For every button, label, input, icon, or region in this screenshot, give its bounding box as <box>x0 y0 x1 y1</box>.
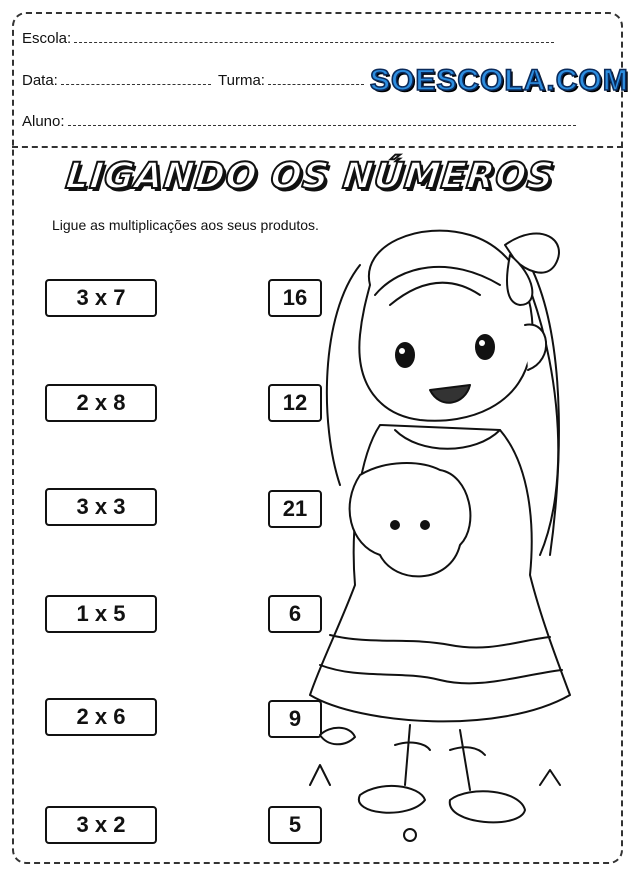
school-line[interactable] <box>74 41 554 43</box>
school-label: Escola: <box>22 30 72 47</box>
multiplication-box[interactable]: 2 x 6 <box>45 698 157 736</box>
date-field <box>22 72 211 89</box>
multiplication-box[interactable]: 2 x 8 <box>45 384 157 422</box>
multiplication-box[interactable]: 3 x 7 <box>45 279 157 317</box>
product-box[interactable]: 5 <box>268 806 322 844</box>
date-label: Data: <box>22 72 58 89</box>
product-box[interactable]: 9 <box>268 700 322 738</box>
header-divider <box>12 146 623 148</box>
instruction-text: Ligue as multiplicações aos seus produtos. <box>52 217 319 233</box>
product-box[interactable]: 16 <box>268 279 322 317</box>
student-field <box>22 113 576 130</box>
multiplication-box[interactable]: 3 x 2 <box>45 806 157 844</box>
product-box[interactable]: 12 <box>268 384 322 422</box>
class-field <box>218 72 364 89</box>
multiplication-box[interactable]: 3 x 3 <box>45 488 157 526</box>
product-box[interactable]: 21 <box>268 490 322 528</box>
multiplication-box[interactable]: 1 x 5 <box>45 595 157 633</box>
student-line[interactable] <box>68 124 576 126</box>
brand-logo: SOESCOLA.COM <box>370 64 629 97</box>
girl-with-doll-illustration <box>300 225 600 855</box>
class-line[interactable] <box>268 83 364 85</box>
student-label: Aluno: <box>22 113 65 130</box>
product-box[interactable]: 6 <box>268 595 322 633</box>
class-label: Turma: <box>218 72 265 89</box>
date-line[interactable] <box>61 83 211 85</box>
worksheet-title: LIGANDO OS NÚMEROS <box>63 156 557 197</box>
school-field <box>22 30 554 47</box>
